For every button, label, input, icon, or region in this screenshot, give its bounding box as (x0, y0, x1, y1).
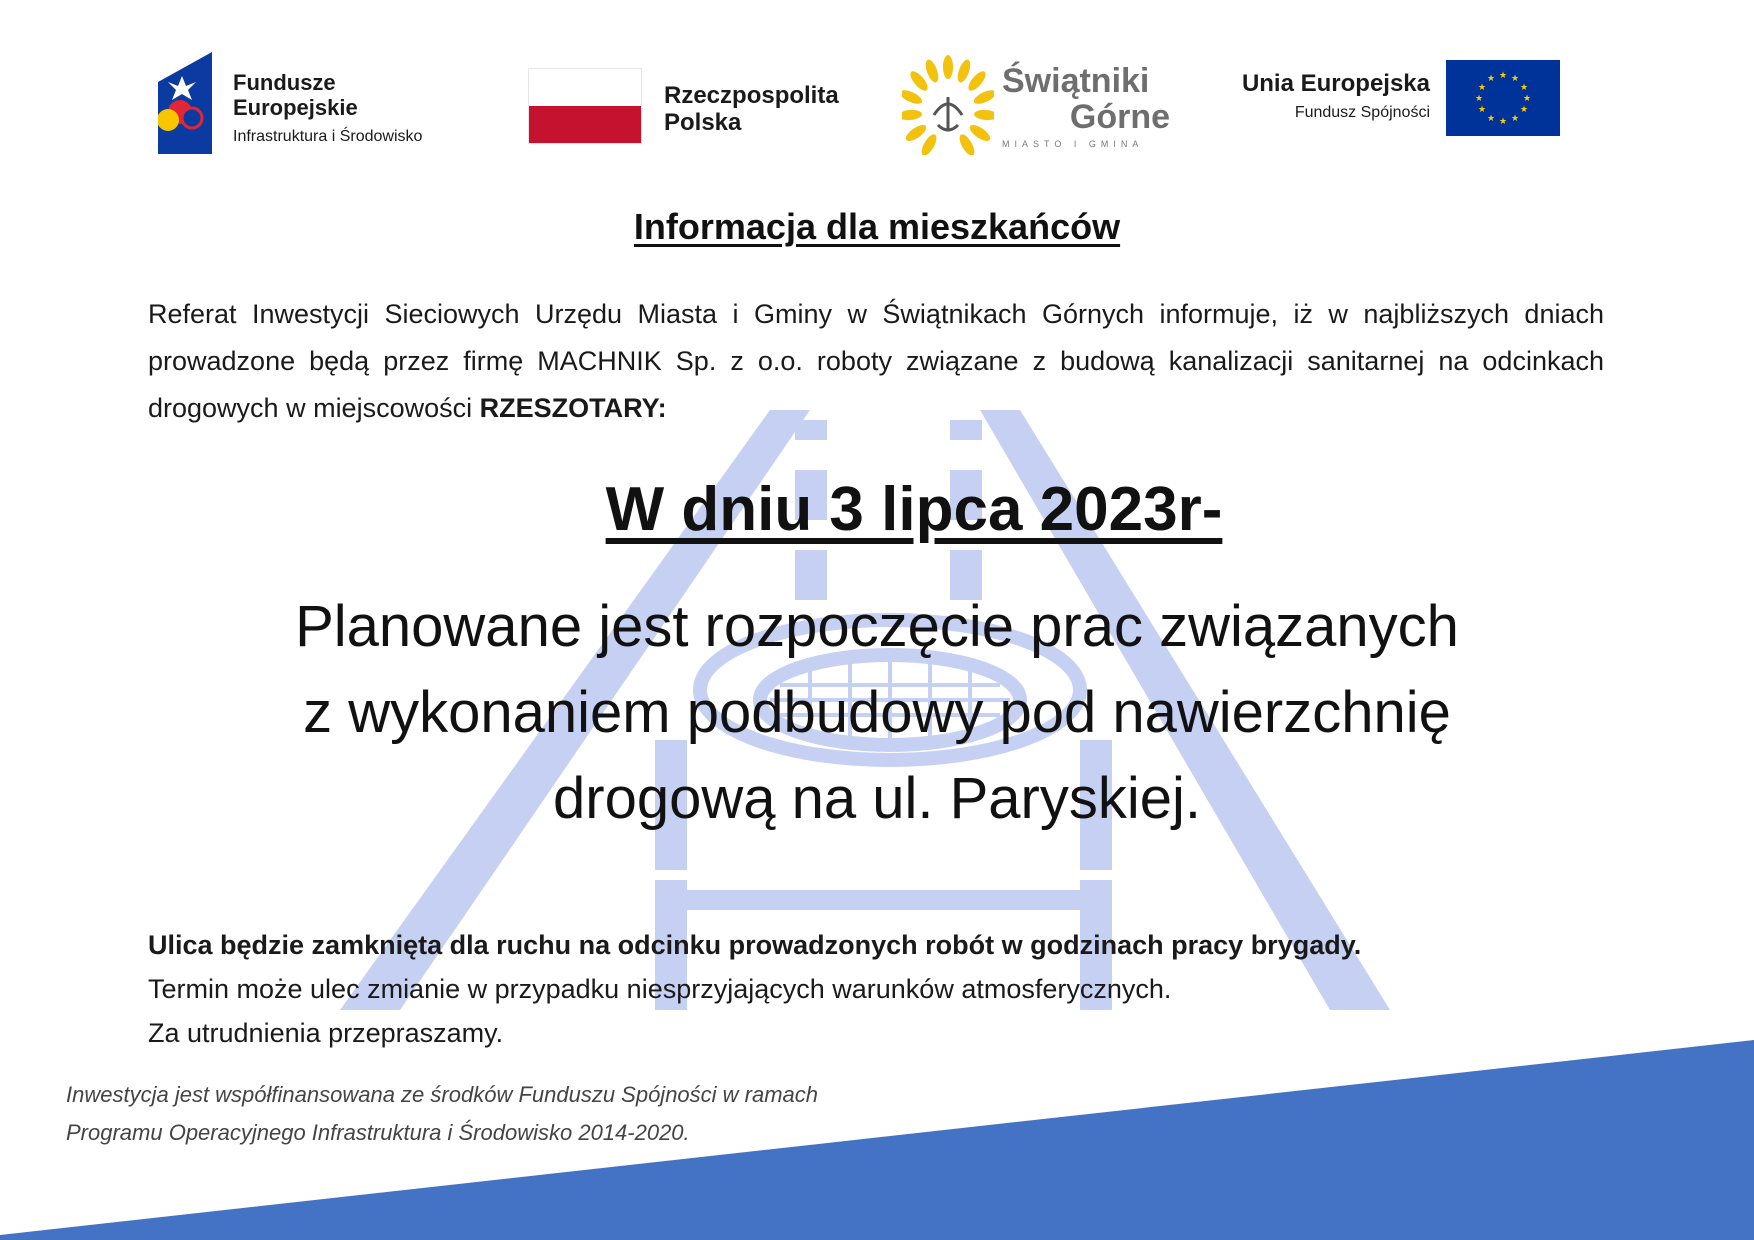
svg-text:★: ★ (1474, 94, 1484, 104)
rp-line2: Polska (664, 109, 742, 136)
fundusze-europejskie-logo (158, 52, 478, 156)
unia-europejska-logo (1220, 60, 1560, 140)
svg-text:★: ★ (1486, 114, 1496, 124)
fundusze-europejskie-icon (158, 52, 212, 154)
notice-apology: Za utrudnienia przepraszamy. (148, 1018, 504, 1048)
cofinance-note (66, 1076, 966, 1152)
svg-text:★: ★ (1522, 94, 1532, 104)
date-heading: W dniu 3 lipca 2023r- (605, 475, 1223, 544)
intro-place: RZESZOTARY: (479, 393, 667, 423)
polish-flag-icon (528, 68, 642, 144)
plan-line1: Planowane jest rozpoczęcie prac związanych (295, 594, 1459, 659)
intro-text: Referat Inwestycji Sieciowych Urzędu Miasta i Gminy w Świątnikach Górnych informuje, iż w najbliższych dniach prowadzone będą przez firmę MACHNIK Sp. z o.o. roboty związane z budową kanalizacji sanitarnej na odcinkach drogowych w miejscowości (148, 299, 1604, 423)
plan-line2: z wykonaniem podbudowy pod nawierzchnię (303, 680, 1451, 745)
plan-line3: drogową na ul. Paryskiej. (553, 766, 1201, 831)
svg-text:★: ★ (1498, 71, 1508, 81)
svg-text:★: ★ (1498, 117, 1508, 127)
cofinance-line1: Inwestycja jest współfinansowana ze środków Funduszu Spójności w ramach (66, 1082, 819, 1107)
plan-announcement (160, 584, 1594, 842)
notice-closure: Ulica będzie zamknięta dla ruchu na odcinku prowadzonych robót w godzinach pracy brygady. (148, 930, 1362, 960)
swiatniki-crest-icon (902, 55, 994, 155)
rzeczpospolita-polska-logo (528, 68, 868, 148)
notice-block (148, 923, 1608, 1055)
rp-line1: Rzeczpospolita (664, 82, 839, 109)
fundusze-line3: Infrastruktura i Środowisko (233, 128, 423, 145)
svg-text:★: ★ (1519, 83, 1529, 93)
notice-weather: Termin może ulec zmianie w przypadku niesprzyjających warunków atmosferycznych. (148, 974, 1172, 1004)
page-title: Informacja dla mieszkańców (633, 206, 1121, 247)
svg-text:★: ★ (1510, 114, 1520, 124)
cofinance-line2: Programu Operacyjnego Infrastruktura i Środowisko 2014-2020. (66, 1120, 690, 1145)
svg-text:★: ★ (1477, 105, 1487, 115)
fundusze-line1: Fundusze (233, 70, 336, 95)
ue-line1: Unia Europejska (1241, 70, 1430, 97)
svg-text:★: ★ (1510, 74, 1520, 84)
svg-text:★: ★ (1477, 83, 1487, 93)
swiatniki-gorne-logo (902, 55, 1182, 155)
eu-flag-icon (1446, 60, 1560, 136)
svg-text:★: ★ (1486, 74, 1496, 84)
swiatniki-line1: Świątniki (1002, 62, 1150, 100)
svg-text:★: ★ (1519, 105, 1529, 115)
ue-line2: Fundusz Spójności (1294, 104, 1430, 121)
swiatniki-line2: Górne (1069, 98, 1170, 136)
swiatniki-line3: MIASTO I GMINA (1002, 139, 1144, 149)
intro-paragraph (148, 291, 1604, 432)
fundusze-line2: Europejskie (233, 95, 358, 120)
